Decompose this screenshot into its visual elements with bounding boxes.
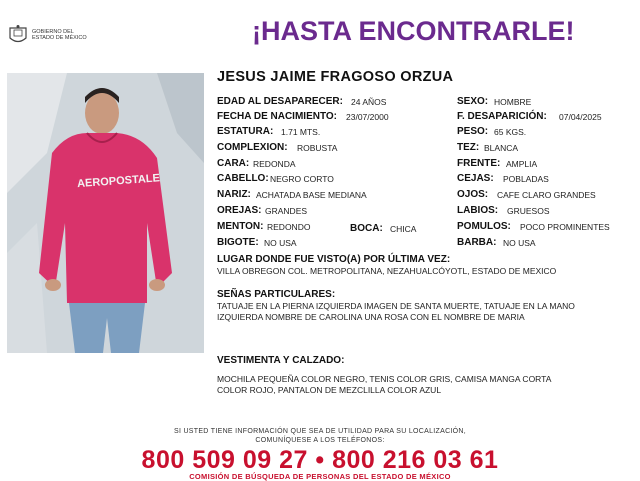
field-value-chin: REDONDO	[267, 222, 311, 232]
field-value-nose: ACHATADA BASE MEDIANA	[256, 190, 367, 200]
field-label-birthdate: FECHA DE NACIMIENTO:	[217, 111, 337, 122]
field-value-ears: GRANDES	[265, 206, 308, 216]
commission-name: COMISIÓN DE BÚSQUEDA DE PERSONAS DEL ESTADO DE MÉXICO	[189, 472, 451, 481]
logo-line-1: GOBIERNO DEL	[32, 28, 74, 35]
svg-text:AEROPOSTALE: AEROPOSTALE	[76, 172, 161, 191]
field-value-mustache: NO USA	[264, 238, 297, 248]
person-name: JESUS JAIME FRAGOSO ORZUA	[217, 69, 454, 85]
field-label-weight: PESO:	[457, 126, 489, 137]
state-seal-icon	[8, 24, 28, 46]
field-label-cheekbones: POMULOS:	[457, 221, 511, 232]
distinctive-marks-line-1: TATUAJE EN LA PIERNA IZQUIERDA IMAGEN DE SANTA MUERTE, TATUAJE EN LA MANO	[217, 301, 575, 311]
field-label-lips: LABIOS:	[457, 205, 499, 216]
field-label-hair: CABELLO:	[217, 173, 269, 184]
field-label-age: EDAD AL DESAPARECER:	[217, 96, 343, 107]
field-label-eyes: OJOS:	[457, 189, 489, 200]
field-label-sex: SEXO:	[457, 96, 489, 107]
field-value-face: REDONDA	[253, 159, 296, 169]
last-seen-text: VILLA OBREGON COL. METROPOLITANA, NEZAHUALCÓYOTL, ESTADO DE MEXICO	[217, 266, 557, 276]
missing-person-photo	[7, 73, 204, 353]
field-label-beard: BARBA:	[457, 237, 497, 248]
field-label-chin: MENTON:	[217, 221, 264, 232]
field-value-forehead: AMPLIA	[506, 159, 538, 169]
field-value-age: 24 AÑOS	[351, 97, 387, 107]
logo-line-2: ESTADO DE MÉXICO	[32, 35, 87, 41]
field-value-height: 1.71 MTS.	[281, 127, 321, 137]
field-value-eyebrows: POBLADAS	[503, 174, 549, 184]
field-label-mouth: BOCA:	[350, 223, 383, 234]
field-value-hair: NEGRO CORTO	[270, 174, 334, 184]
phone-numbers: 800 509 09 27 • 800 216 03 61	[141, 446, 499, 474]
field-label-nose: NARIZ:	[217, 189, 251, 200]
field-value-lips: GRUESOS	[507, 206, 550, 216]
field-value-disappearance-date: 07/04/2025	[559, 112, 602, 122]
field-value-build: ROBUSTA	[297, 143, 338, 153]
field-value-cheekbones: POCO PROMINENTES	[520, 222, 610, 232]
field-label-build: COMPLEXION:	[217, 142, 288, 153]
info-line-1: SI USTED TIENE INFORMACIÓN QUE SEA DE UTILIDAD PARA SU LOCALIZACIÓN,	[173, 428, 467, 435]
field-label-complexion: TEZ:	[457, 142, 480, 153]
government-logo	[8, 22, 118, 48]
info-line-2: COMUNÍQUESE A LOS TELÉFONOS:	[255, 437, 385, 444]
field-value-complexion: BLANCA	[484, 143, 519, 153]
clothing-line-1: MOCHILA PEQUEÑA COLOR NEGRO, TENIS COLOR GRIS, CAMISA MANGA CORTA	[217, 374, 552, 384]
field-value-beard: NO USA	[503, 238, 536, 248]
distinctive-marks-line-2: IZQUIERDA NOMBRE DE CAROLINA UNA ROSA CON EL NOMBRE DE MARIA	[217, 312, 525, 322]
field-value-mouth: CHICA	[390, 224, 417, 234]
field-value-weight: 65 KGS.	[494, 127, 527, 137]
headline: ¡HASTA ENCONTRARLE!	[252, 16, 575, 46]
clothing-title: VESTIMENTA Y CALZADO:	[217, 355, 345, 366]
field-value-birthdate: 23/07/2000	[346, 112, 389, 122]
field-value-eyes: CAFE CLARO GRANDES	[497, 190, 596, 200]
field-label-disappearance-date: F. DESAPARICIÓN:	[457, 111, 547, 122]
field-label-height: ESTATURA:	[217, 126, 274, 137]
clothing-line-2: COLOR ROJO, PANTALON DE MEZCLILLA COLOR AZUL	[217, 385, 442, 395]
field-value-sex: HOMBRE	[494, 97, 532, 107]
field-label-forehead: FRENTE:	[457, 158, 501, 169]
field-label-mustache: BIGOTE:	[217, 237, 259, 248]
last-seen-title: LUGAR DONDE FUE VISTO(A) POR ÚLTIMA VEZ:	[217, 254, 451, 265]
field-label-ears: OREJAS:	[217, 205, 262, 216]
field-label-face: CARA:	[217, 158, 250, 169]
field-label-eyebrows: CEJAS:	[457, 173, 494, 184]
distinctive-marks-title: SEÑAS PARTICULARES:	[217, 289, 336, 300]
